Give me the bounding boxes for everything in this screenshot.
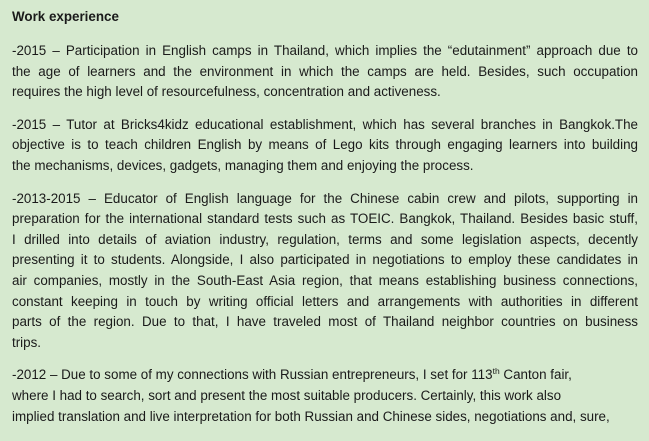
- work-entry-canton-fair: [12, 365, 638, 427]
- text-line: I drilled into details of aviation industry, regulation, terms and some legislation aspects, decently: [12, 231, 638, 247]
- text-line: presenting it to students. Alongside, I also participated in negotiations to employ these candidates in: [12, 252, 638, 268]
- text-line: [12, 365, 638, 386]
- text-line: constant keeping in touch by writing official letters and arrangements with authorities in different: [12, 293, 638, 309]
- text-line: trips.: [12, 334, 42, 350]
- text-line: the mechanisms, devices, gadgets, managing them and enjoying the process.: [12, 157, 474, 173]
- text-line: -2015 – Tutor at Bricks4kidz educational establishment, which has several branches in Bangkok.The: [12, 116, 638, 132]
- text-line: -2015 – Participation in English camps in Thailand, which implies the “edutainment” approach due to: [12, 43, 638, 58]
- text-line: where I had to search, sort and present the most suitable producers. Certainly, this work also: [12, 387, 562, 403]
- ordinal-superscript: th: [492, 366, 500, 377]
- section-heading: Work experience: [12, 9, 119, 24]
- work-entry-aviation-educator: [12, 189, 638, 354]
- work-entry-bricks4kidz: [12, 115, 638, 177]
- line-text: Canton fair,: [499, 367, 572, 383]
- text-line: implied translation and live interpretation for both Russian and Chinese sides, negotiations and, sure,: [12, 408, 610, 424]
- line-text: -2012 – Due to some of my connections with Russian entrepreneurs, I set for 113: [12, 367, 493, 383]
- text-line: -2013-2015 – Educator of English language for the Chinese cabin crew and pilots, supporting in: [12, 190, 638, 206]
- text-line: objective is to teach children English by means of Lego kits through engaging learners into building: [12, 137, 638, 153]
- text-line: preparation for the international standard tests such as TOEIC. Bangkok, Thailand. Besides basic stuff,: [12, 211, 638, 227]
- text-line: requires the high level of resourcefulness, concentration and activeness.: [12, 84, 441, 100]
- work-entry-english-camps: [12, 41, 638, 103]
- text-line: the age of learners and the environment in which the camps are held. Besides, such occupation: [12, 63, 638, 79]
- text-line: parts of the region. Due to that, I have traveled most of Thailand neighbor countries on business: [12, 314, 638, 330]
- text-line: air companies, mostly in the South-East Asia region, that means establishing business connections,: [12, 272, 638, 288]
